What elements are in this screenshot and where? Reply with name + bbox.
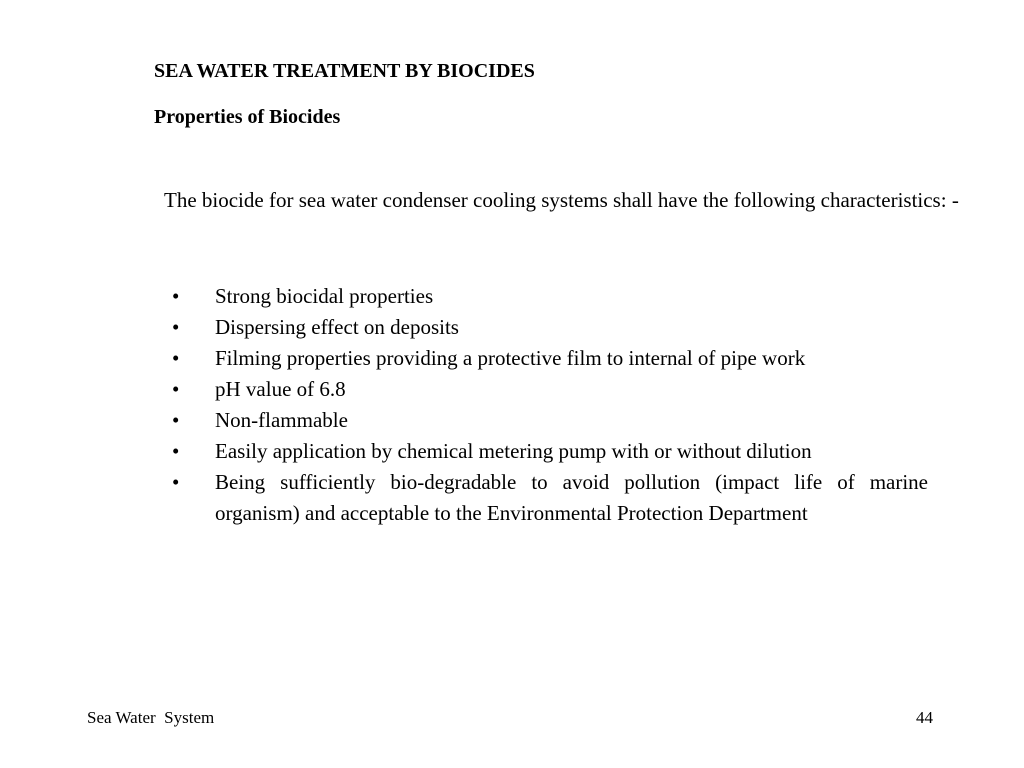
bullet-list: [164, 281, 928, 529]
list-item: [164, 312, 928, 343]
list-item: [164, 281, 928, 312]
bullet-icon: •: [172, 439, 180, 463]
list-item: [164, 343, 928, 374]
list-item: [164, 374, 928, 405]
list-item-text: Non-flammable: [215, 408, 348, 432]
intro-paragraph: The biocide for sea water condenser cooling systems shall have the following characteristics: -: [164, 188, 959, 212]
list-item-text: Dispersing effect on deposits: [215, 315, 459, 339]
bullet-icon: •: [172, 284, 180, 308]
list-item-text: Strong biocidal properties: [215, 284, 434, 308]
bullet-icon: •: [172, 470, 180, 494]
list-item-text: Easily application by chemical metering pump with or without dilution: [215, 439, 812, 463]
list-item-text: pH value of 6.8: [215, 377, 346, 401]
slide-title: SEA WATER TREATMENT BY BIOCIDES: [154, 60, 535, 82]
page-number: 44: [916, 708, 933, 727]
list-item-text: Filming properties providing a protective film to internal of pipe work: [215, 346, 806, 370]
footer-label: Sea Water System: [87, 708, 215, 727]
bullet-icon: •: [172, 346, 180, 370]
list-item-text: Being sufficiently bio-degradable to avoid pollution (impact life of marine organism) and acceptable to the Environmental Protection Department: [215, 470, 928, 525]
list-item: [164, 467, 928, 529]
bullet-icon: •: [172, 408, 180, 432]
slide-subtitle: Properties of Biocides: [154, 106, 341, 128]
list-item: [164, 436, 928, 467]
bullet-icon: •: [172, 377, 180, 401]
list-item: [164, 405, 928, 436]
bullet-icon: •: [172, 315, 180, 339]
